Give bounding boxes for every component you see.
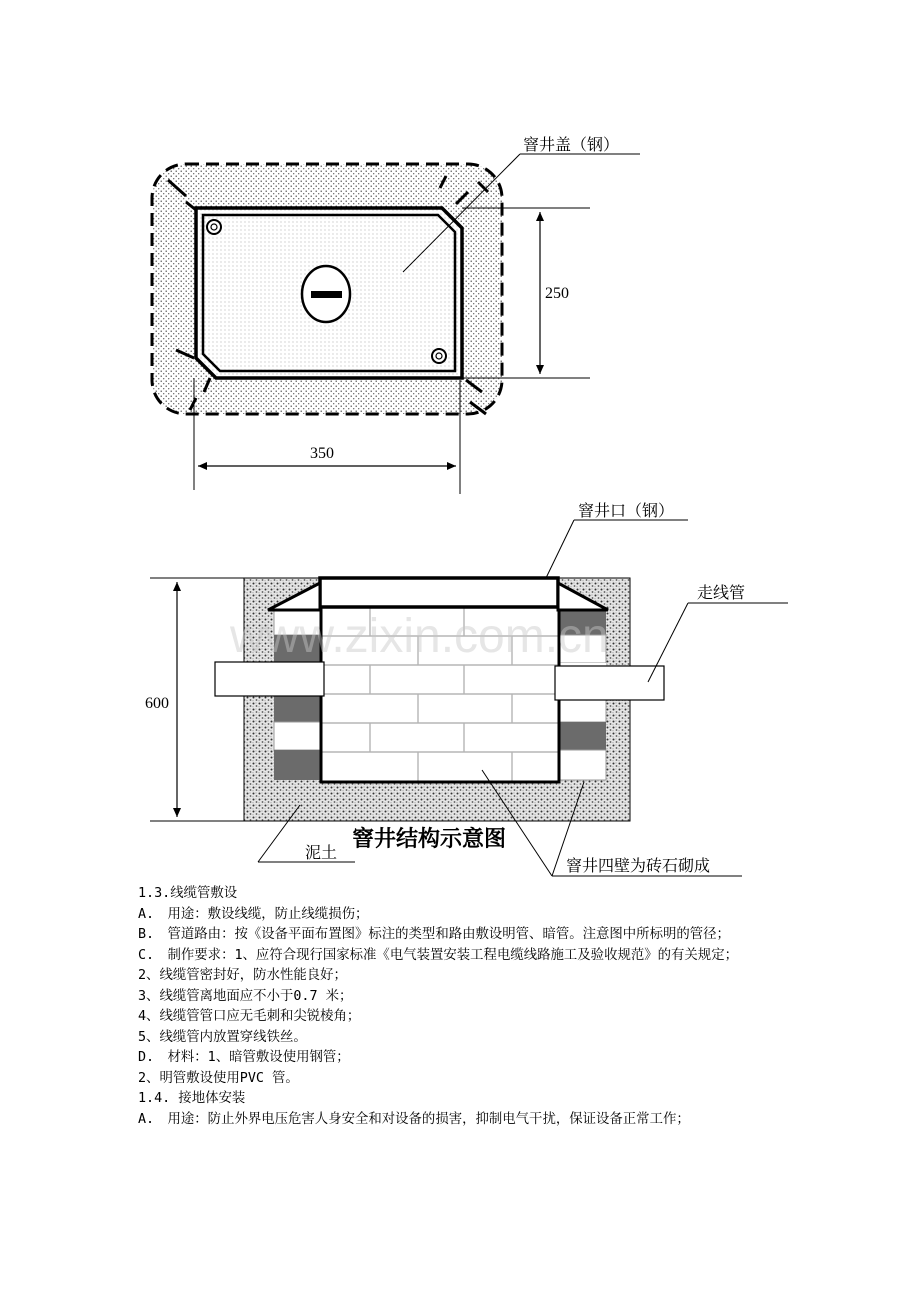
bolt-icon [207, 220, 221, 234]
section-heading: 1.4. 接地体安装 [138, 1091, 246, 1106]
paragraph: 4、线缆管管口应无毛刺和尖锐棱角； [138, 1009, 361, 1024]
paragraph: D. 材料：1、暗管敷设使用钢管； [138, 1050, 350, 1065]
paragraph: 2、明管敷设使用PVC 管。 [138, 1070, 299, 1086]
section-title: 窨井结构示意图 [352, 827, 507, 852]
paragraph: B. 管道路由：按《设备平面布置图》标注的类型和路由敷设明管、暗管。注意图中所标明的管径； [138, 927, 730, 942]
wall-label: 窨井四壁为砖石砌成 [566, 856, 711, 875]
paragraph: 5、线缆管内放置穿线铁丝。 [138, 1029, 307, 1045]
dim-600-label: 600 [145, 695, 169, 712]
paragraph: C. 制作要求：1、应符合现行国家标准《电气装置安装工程电缆线路施工及验收规范》的有关规定； [138, 947, 738, 963]
bolt-icon [432, 349, 446, 363]
document-text [138, 884, 788, 1130]
watermark: www.zixin.com.cn [230, 610, 609, 663]
dim-width-label: 350 [310, 445, 334, 462]
cable-pipe-left [215, 662, 324, 696]
paragraph: A. 用途：敷设线缆，防止线缆损伤； [138, 906, 369, 922]
dim-height-label: 250 [545, 285, 569, 302]
cover-label: 窨井盖（钢） [523, 135, 620, 154]
manhole-section [145, 501, 788, 876]
manhole-cover-plan [152, 135, 640, 494]
cable-pipe-right [555, 666, 664, 700]
soil-label: 泥土 [305, 843, 338, 862]
opening-frame [320, 578, 558, 607]
paragraph: 3、线缆管离地面应不小于0.7 米； [138, 988, 353, 1004]
section-heading: 1.3.线缆管敷设 [138, 886, 238, 901]
pipe-label: 走线管 [697, 583, 746, 602]
paragraph: A. 用途：防止外界电压危害人身安全和对设备的损害，抑制电气干扰，保证设备正常工作； [138, 1111, 690, 1127]
handle-icon [302, 266, 350, 322]
opening-label: 窨井口（钢） [578, 501, 675, 520]
paragraph: 2、线缆管密封好，防水性能良好； [138, 968, 347, 983]
